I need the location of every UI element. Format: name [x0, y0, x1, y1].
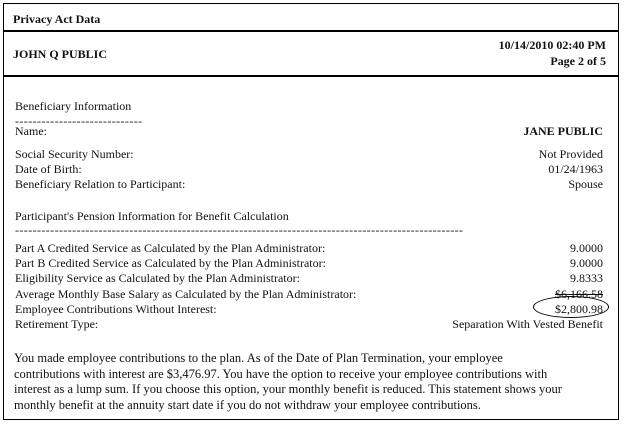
- pension-row-retirement-type: [15, 317, 603, 331]
- field-label: Beneficiary Relation to Participant:: [15, 177, 186, 191]
- pension-dashes: ------------------------------------------------------------------------------------------------------: [15, 223, 464, 237]
- field-value: $6,166.58: [555, 287, 603, 301]
- highlight-circle: [533, 296, 609, 318]
- field-value: JANE PUBLIC: [523, 124, 603, 138]
- field-label: Average Monthly Base Salary as Calculated by the Plan Administrator:: [15, 287, 357, 301]
- field-label: Eligibility Service as Calculated by the Plan Administrator:: [15, 271, 300, 285]
- pension-row-avg-salary: [15, 287, 603, 301]
- field-value: Not Provided: [538, 147, 603, 161]
- paragraph-line: You made employee contributions to the plan. As of the Date of Plan Termination, your employee: [14, 351, 503, 365]
- field-value: 9.0000: [570, 241, 603, 255]
- field-label: Social Security Number:: [15, 147, 134, 161]
- beneficiary-heading: Beneficiary Information: [15, 99, 132, 113]
- field-value: $2,800.98: [555, 302, 603, 316]
- statement-datetime: 10/14/2010 02:40 PM: [498, 38, 606, 52]
- field-label: Name:: [15, 124, 47, 138]
- field-label: Employee Contributions Without Interest:: [15, 302, 217, 316]
- beneficiary-row-name: [15, 124, 603, 138]
- pension-row-part-a: [15, 241, 603, 255]
- paragraph-line: monthly benefit at the annuity start date if you do not withdraw your employee contributions.: [14, 397, 481, 412]
- pension-row-eligibility: [15, 271, 603, 285]
- paragraph-line: contributions with interest are $3,476.97. You have the option to receive your employee contributions with: [14, 366, 548, 381]
- field-value: 9.0000: [570, 256, 603, 270]
- beneficiary-row-ssn: [15, 147, 603, 161]
- privacy-act-label: Privacy Act Data: [13, 12, 101, 26]
- pension-row-part-b: [15, 256, 603, 270]
- field-label: Retirement Type:: [15, 317, 99, 331]
- pension-heading: Participant's Pension Information for Benefit Calculation: [15, 209, 289, 223]
- field-label: Part A Credited Service as Calculated by the Plan Administrator:: [15, 241, 326, 255]
- paragraph-line: interest as a lump sum. If you choose this option, your monthly benefit is reduced. This statement shows your: [14, 382, 562, 396]
- field-value: 01/24/1963: [548, 162, 603, 176]
- beneficiary-row-dob: [15, 162, 603, 176]
- page-number: Page 2 of 5: [550, 54, 606, 68]
- beneficiary-row-relation: [15, 177, 603, 191]
- beneficiary-dashes: -----------------------------: [15, 114, 143, 128]
- field-label: Part B Credited Service as Calculated by the Plan Administrator:: [15, 256, 326, 270]
- field-value: 9.8333: [570, 271, 603, 285]
- header-bottom-rule: [3, 75, 619, 77]
- field-label: Date of Birth:: [15, 162, 82, 176]
- header-top-rule: [3, 30, 619, 32]
- field-value: Spouse: [568, 177, 603, 191]
- contributions-paragraph: [14, 351, 610, 413]
- field-value: Separation With Vested Benefit: [452, 317, 603, 331]
- participant-name: JOHN Q PUBLIC: [13, 47, 108, 61]
- pension-row-contributions: [15, 302, 603, 316]
